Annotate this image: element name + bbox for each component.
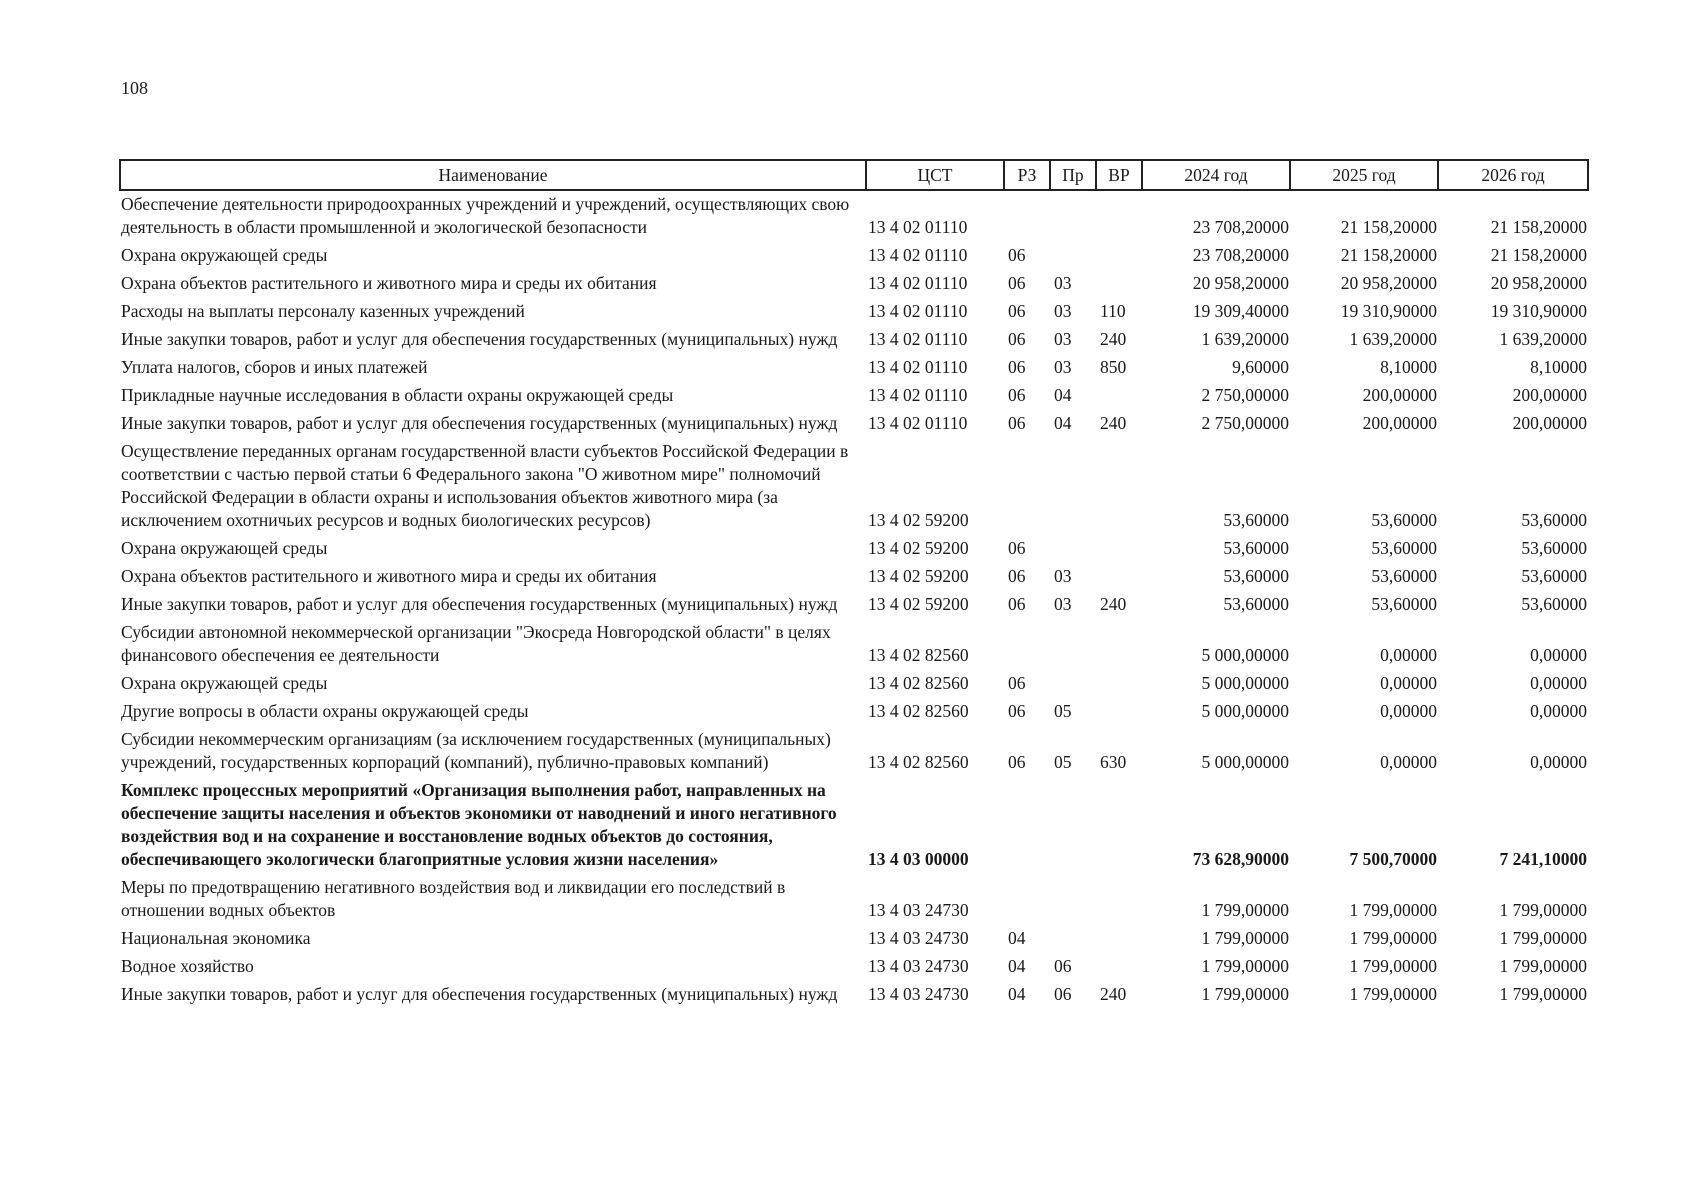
table-row — [120, 326, 1588, 354]
row-vr — [1096, 874, 1142, 925]
row-vr — [1096, 670, 1142, 698]
row-vr — [1096, 438, 1142, 535]
row-cst: 13 4 02 59200 — [868, 538, 969, 558]
row-value-2024: 1 639,20000 — [1201, 329, 1289, 349]
row-rz: 06 — [1008, 329, 1026, 349]
header-vr: ВР — [1096, 160, 1142, 190]
row-value-2025: 7 500,70000 — [1349, 849, 1437, 869]
row-value-2024: 5 000,00000 — [1201, 752, 1289, 772]
table-row — [120, 874, 1588, 925]
row-cst: 13 4 02 01110 — [868, 217, 968, 237]
budget-table — [119, 159, 1589, 1009]
row-cst: 13 4 02 82560 — [868, 701, 969, 721]
row-vr — [1096, 698, 1142, 726]
row-pr — [1050, 190, 1096, 242]
header-rz: РЗ — [1004, 160, 1050, 190]
row-pr — [1050, 242, 1096, 270]
row-value-2026: 53,60000 — [1521, 538, 1587, 558]
table-row — [120, 270, 1588, 298]
row-value-2024: 53,60000 — [1223, 566, 1289, 586]
table-row — [120, 953, 1588, 981]
row-name: Меры по предотвращению негативного воздействия вод и ликвидации его последствий в отношении водных объектов — [121, 877, 786, 920]
row-name: Охрана объектов растительного и животного мира и среды их обитания — [121, 566, 657, 586]
row-rz: 06 — [1008, 566, 1026, 586]
row-value-2024: 1 799,00000 — [1201, 956, 1289, 976]
row-value-2025: 19 310,90000 — [1340, 301, 1437, 321]
row-cst: 13 4 02 82560 — [868, 645, 969, 665]
row-rz — [1004, 777, 1050, 874]
table-body — [120, 190, 1588, 1009]
table-row — [120, 535, 1588, 563]
row-value-2026: 19 310,90000 — [1490, 301, 1587, 321]
table-row — [120, 591, 1588, 619]
row-value-2026: 0,00000 — [1530, 673, 1587, 693]
row-rz: 06 — [1008, 413, 1026, 433]
row-value-2024: 73 628,90000 — [1192, 849, 1289, 869]
row-vr: 630 — [1100, 752, 1127, 772]
row-value-2026: 21 158,20000 — [1490, 245, 1587, 265]
row-rz: 04 — [1008, 984, 1026, 1004]
row-name: Расходы на выплаты персоналу казенных учреждений — [121, 301, 525, 321]
row-pr: 03 — [1054, 357, 1072, 377]
row-value-2025: 53,60000 — [1371, 594, 1437, 614]
row-vr: 240 — [1100, 413, 1127, 433]
table-row — [120, 190, 1588, 242]
row-rz: 04 — [1008, 956, 1026, 976]
row-value-2024: 1 799,00000 — [1201, 900, 1289, 920]
header-pr: Пр — [1050, 160, 1096, 190]
row-value-2026: 1 799,00000 — [1499, 900, 1587, 920]
table-row — [120, 438, 1588, 535]
row-value-2025: 53,60000 — [1371, 566, 1437, 586]
row-pr — [1050, 670, 1096, 698]
row-cst: 13 4 03 24730 — [868, 984, 969, 1004]
row-pr: 03 — [1054, 566, 1072, 586]
row-rz — [1004, 874, 1050, 925]
row-vr — [1096, 535, 1142, 563]
row-cst: 13 4 02 59200 — [868, 566, 969, 586]
row-name: Водное хозяйство — [121, 956, 254, 976]
row-value-2024: 19 309,40000 — [1192, 301, 1289, 321]
row-rz: 06 — [1008, 701, 1026, 721]
row-name: Иные закупки товаров, работ и услуг для обеспечения государственных (муниципальных) нужд — [121, 594, 838, 614]
row-value-2026: 0,00000 — [1530, 752, 1587, 772]
row-vr — [1096, 925, 1142, 953]
row-vr — [1096, 777, 1142, 874]
row-name: Охрана окружающей среды — [121, 673, 328, 693]
row-name: Иные закупки товаров, работ и услуг для обеспечения государственных (муниципальных) нужд — [121, 984, 838, 1004]
table-row — [120, 981, 1588, 1009]
row-name: Уплата налогов, сборов и иных платежей — [121, 357, 428, 377]
row-value-2025: 200,00000 — [1362, 413, 1437, 433]
row-value-2026: 1 799,00000 — [1499, 928, 1587, 948]
table-row — [120, 777, 1588, 874]
row-value-2025: 21 158,20000 — [1340, 245, 1437, 265]
row-rz — [1004, 438, 1050, 535]
row-cst: 13 4 02 01110 — [868, 273, 968, 293]
header-2026: 2026 год — [1438, 160, 1588, 190]
row-cst: 13 4 02 82560 — [868, 752, 969, 772]
row-value-2024: 53,60000 — [1223, 538, 1289, 558]
row-value-2026: 53,60000 — [1521, 594, 1587, 614]
row-pr: 05 — [1054, 752, 1072, 772]
row-cst: 13 4 03 24730 — [868, 956, 969, 976]
row-pr: 03 — [1054, 301, 1072, 321]
row-value-2025: 20 958,20000 — [1340, 273, 1437, 293]
row-value-2025: 1 799,00000 — [1349, 900, 1437, 920]
row-pr: 03 — [1054, 329, 1072, 349]
row-value-2026: 21 158,20000 — [1490, 217, 1587, 237]
row-rz: 06 — [1008, 385, 1026, 405]
row-rz: 06 — [1008, 594, 1026, 614]
row-name: Обеспечение деятельности природоохранных учреждений и учреждений, осуществляющих свою деятельность в области промышленной и экологической безопасности — [121, 194, 850, 237]
row-pr: 03 — [1054, 273, 1072, 293]
table-row — [120, 698, 1588, 726]
row-rz — [1004, 190, 1050, 242]
row-value-2025: 0,00000 — [1380, 752, 1437, 772]
row-pr — [1050, 777, 1096, 874]
row-value-2025: 1 799,00000 — [1349, 928, 1437, 948]
row-pr: 04 — [1054, 385, 1072, 405]
row-value-2026: 0,00000 — [1530, 645, 1587, 665]
header-name: Наименование — [120, 160, 866, 190]
row-vr — [1096, 242, 1142, 270]
row-name: Национальная экономика — [121, 928, 311, 948]
row-value-2025: 0,00000 — [1380, 645, 1437, 665]
row-pr — [1050, 619, 1096, 670]
row-value-2026: 200,00000 — [1512, 413, 1587, 433]
row-name: Иные закупки товаров, работ и услуг для обеспечения государственных (муниципальных) нужд — [121, 329, 838, 349]
row-name: Субсидии автономной некоммерческой организации "Экосреда Новгородской области" в целях финансового обеспечения ее деятельности — [121, 622, 831, 665]
row-cst: 13 4 02 59200 — [868, 510, 969, 530]
row-value-2026: 1 799,00000 — [1499, 984, 1587, 1004]
row-cst: 13 4 02 01110 — [868, 301, 968, 321]
row-vr — [1096, 382, 1142, 410]
row-value-2026: 200,00000 — [1512, 385, 1587, 405]
row-value-2024: 53,60000 — [1223, 594, 1289, 614]
row-pr: 05 — [1054, 701, 1072, 721]
header-2024: 2024 год — [1142, 160, 1290, 190]
row-cst: 13 4 03 24730 — [868, 900, 969, 920]
table-header-row — [120, 160, 1588, 190]
row-rz — [1004, 619, 1050, 670]
row-value-2024: 5 000,00000 — [1201, 701, 1289, 721]
row-rz: 06 — [1008, 301, 1026, 321]
row-value-2025: 200,00000 — [1362, 385, 1437, 405]
row-rz: 06 — [1008, 752, 1026, 772]
row-value-2025: 53,60000 — [1371, 510, 1437, 530]
header-cst: ЦСТ — [866, 160, 1004, 190]
row-value-2026: 7 241,10000 — [1499, 849, 1587, 869]
row-pr: 04 — [1054, 413, 1072, 433]
row-cst: 13 4 02 01110 — [868, 329, 968, 349]
row-cst: 13 4 03 24730 — [868, 928, 969, 948]
row-name: Прикладные научные исследования в области охраны окружающей среды — [121, 385, 674, 405]
row-pr: 06 — [1054, 984, 1072, 1004]
table-row — [120, 670, 1588, 698]
table-row — [120, 298, 1588, 326]
row-cst: 13 4 03 00000 — [868, 849, 969, 869]
table-row — [120, 242, 1588, 270]
row-value-2026: 1 639,20000 — [1499, 329, 1587, 349]
row-value-2024: 2 750,00000 — [1201, 413, 1289, 433]
row-name: Осуществление переданных органам государственной власти субъектов Российской Федерации в соответствии с частью первой статьи 6 Федерального закона "О животном мире" полномочий Российской Федерации в области охраны и использования объектов животного мира (за исключением охотничьих ресурсов и водных биологических ресурсов) — [121, 441, 849, 530]
row-rz: 06 — [1008, 538, 1026, 558]
row-pr — [1050, 874, 1096, 925]
row-value-2024: 2 750,00000 — [1201, 385, 1289, 405]
row-pr: 06 — [1054, 956, 1072, 976]
row-value-2025: 0,00000 — [1380, 673, 1437, 693]
row-value-2025: 1 799,00000 — [1349, 956, 1437, 976]
row-pr — [1050, 535, 1096, 563]
row-cst: 13 4 02 59200 — [868, 594, 969, 614]
row-cst: 13 4 02 01110 — [868, 357, 968, 377]
table-row — [120, 619, 1588, 670]
row-value-2024: 5 000,00000 — [1201, 645, 1289, 665]
row-name: Комплекс процессных мероприятий «Организация выполнения работ, направленных на обеспечение защиты населения и объектов экономики от наводнений и иного негативного воздействия вод и на сохранение и восстановление водных объектов до состояния, обеспечивающего экологически благоприятные условия жизни населения» — [121, 780, 837, 869]
page-number: 108 — [121, 78, 148, 98]
row-name: Другие вопросы в области охраны окружающей среды — [121, 701, 529, 721]
row-value-2025: 1 639,20000 — [1349, 329, 1437, 349]
row-rz: 04 — [1008, 928, 1026, 948]
row-cst: 13 4 02 01110 — [868, 413, 968, 433]
row-value-2026: 0,00000 — [1530, 701, 1587, 721]
table-row — [120, 925, 1588, 953]
row-vr — [1096, 953, 1142, 981]
row-value-2024: 1 799,00000 — [1201, 984, 1289, 1004]
row-pr — [1050, 438, 1096, 535]
row-name: Охрана окружающей среды — [121, 245, 328, 265]
row-value-2025: 21 158,20000 — [1340, 217, 1437, 237]
row-cst: 13 4 02 82560 — [868, 673, 969, 693]
row-rz: 06 — [1008, 273, 1026, 293]
row-value-2026: 8,10000 — [1530, 357, 1587, 377]
row-pr: 03 — [1054, 594, 1072, 614]
row-rz: 06 — [1008, 673, 1026, 693]
row-pr — [1050, 925, 1096, 953]
row-value-2026: 53,60000 — [1521, 510, 1587, 530]
header-2025: 2025 год — [1290, 160, 1438, 190]
row-rz: 06 — [1008, 245, 1026, 265]
row-value-2026: 53,60000 — [1521, 566, 1587, 586]
row-name: Субсидии некоммерческим организациям (за исключением государственных (муниципальных) учреждений, государственных корпораций (компаний), публично-правовых компаний) — [121, 729, 831, 772]
row-value-2026: 1 799,00000 — [1499, 956, 1587, 976]
row-vr — [1096, 190, 1142, 242]
row-vr — [1096, 619, 1142, 670]
table-row — [120, 563, 1588, 591]
table-row — [120, 382, 1588, 410]
row-rz: 06 — [1008, 357, 1026, 377]
row-vr: 240 — [1100, 594, 1127, 614]
row-value-2024: 1 799,00000 — [1201, 928, 1289, 948]
row-value-2025: 53,60000 — [1371, 538, 1437, 558]
row-vr — [1096, 270, 1142, 298]
row-value-2026: 20 958,20000 — [1490, 273, 1587, 293]
row-value-2024: 20 958,20000 — [1192, 273, 1289, 293]
row-vr: 850 — [1100, 357, 1127, 377]
row-vr: 240 — [1100, 984, 1127, 1004]
row-value-2024: 5 000,00000 — [1201, 673, 1289, 693]
row-vr — [1096, 563, 1142, 591]
row-value-2025: 0,00000 — [1380, 701, 1437, 721]
table-row — [120, 410, 1588, 438]
row-value-2024: 53,60000 — [1223, 510, 1289, 530]
row-name: Иные закупки товаров, работ и услуг для обеспечения государственных (муниципальных) нужд — [121, 413, 838, 433]
row-vr: 110 — [1100, 301, 1126, 321]
row-value-2025: 1 799,00000 — [1349, 984, 1437, 1004]
row-value-2024: 23 708,20000 — [1192, 245, 1289, 265]
row-cst: 13 4 02 01110 — [868, 245, 968, 265]
row-name: Охрана окружающей среды — [121, 538, 328, 558]
row-vr: 240 — [1100, 329, 1127, 349]
row-cst: 13 4 02 01110 — [868, 385, 968, 405]
table-row — [120, 354, 1588, 382]
row-value-2024: 9,60000 — [1232, 357, 1289, 377]
row-name: Охрана объектов растительного и животного мира и среды их обитания — [121, 273, 657, 293]
table-row — [120, 726, 1588, 777]
row-value-2025: 8,10000 — [1380, 357, 1437, 377]
row-value-2024: 23 708,20000 — [1192, 217, 1289, 237]
